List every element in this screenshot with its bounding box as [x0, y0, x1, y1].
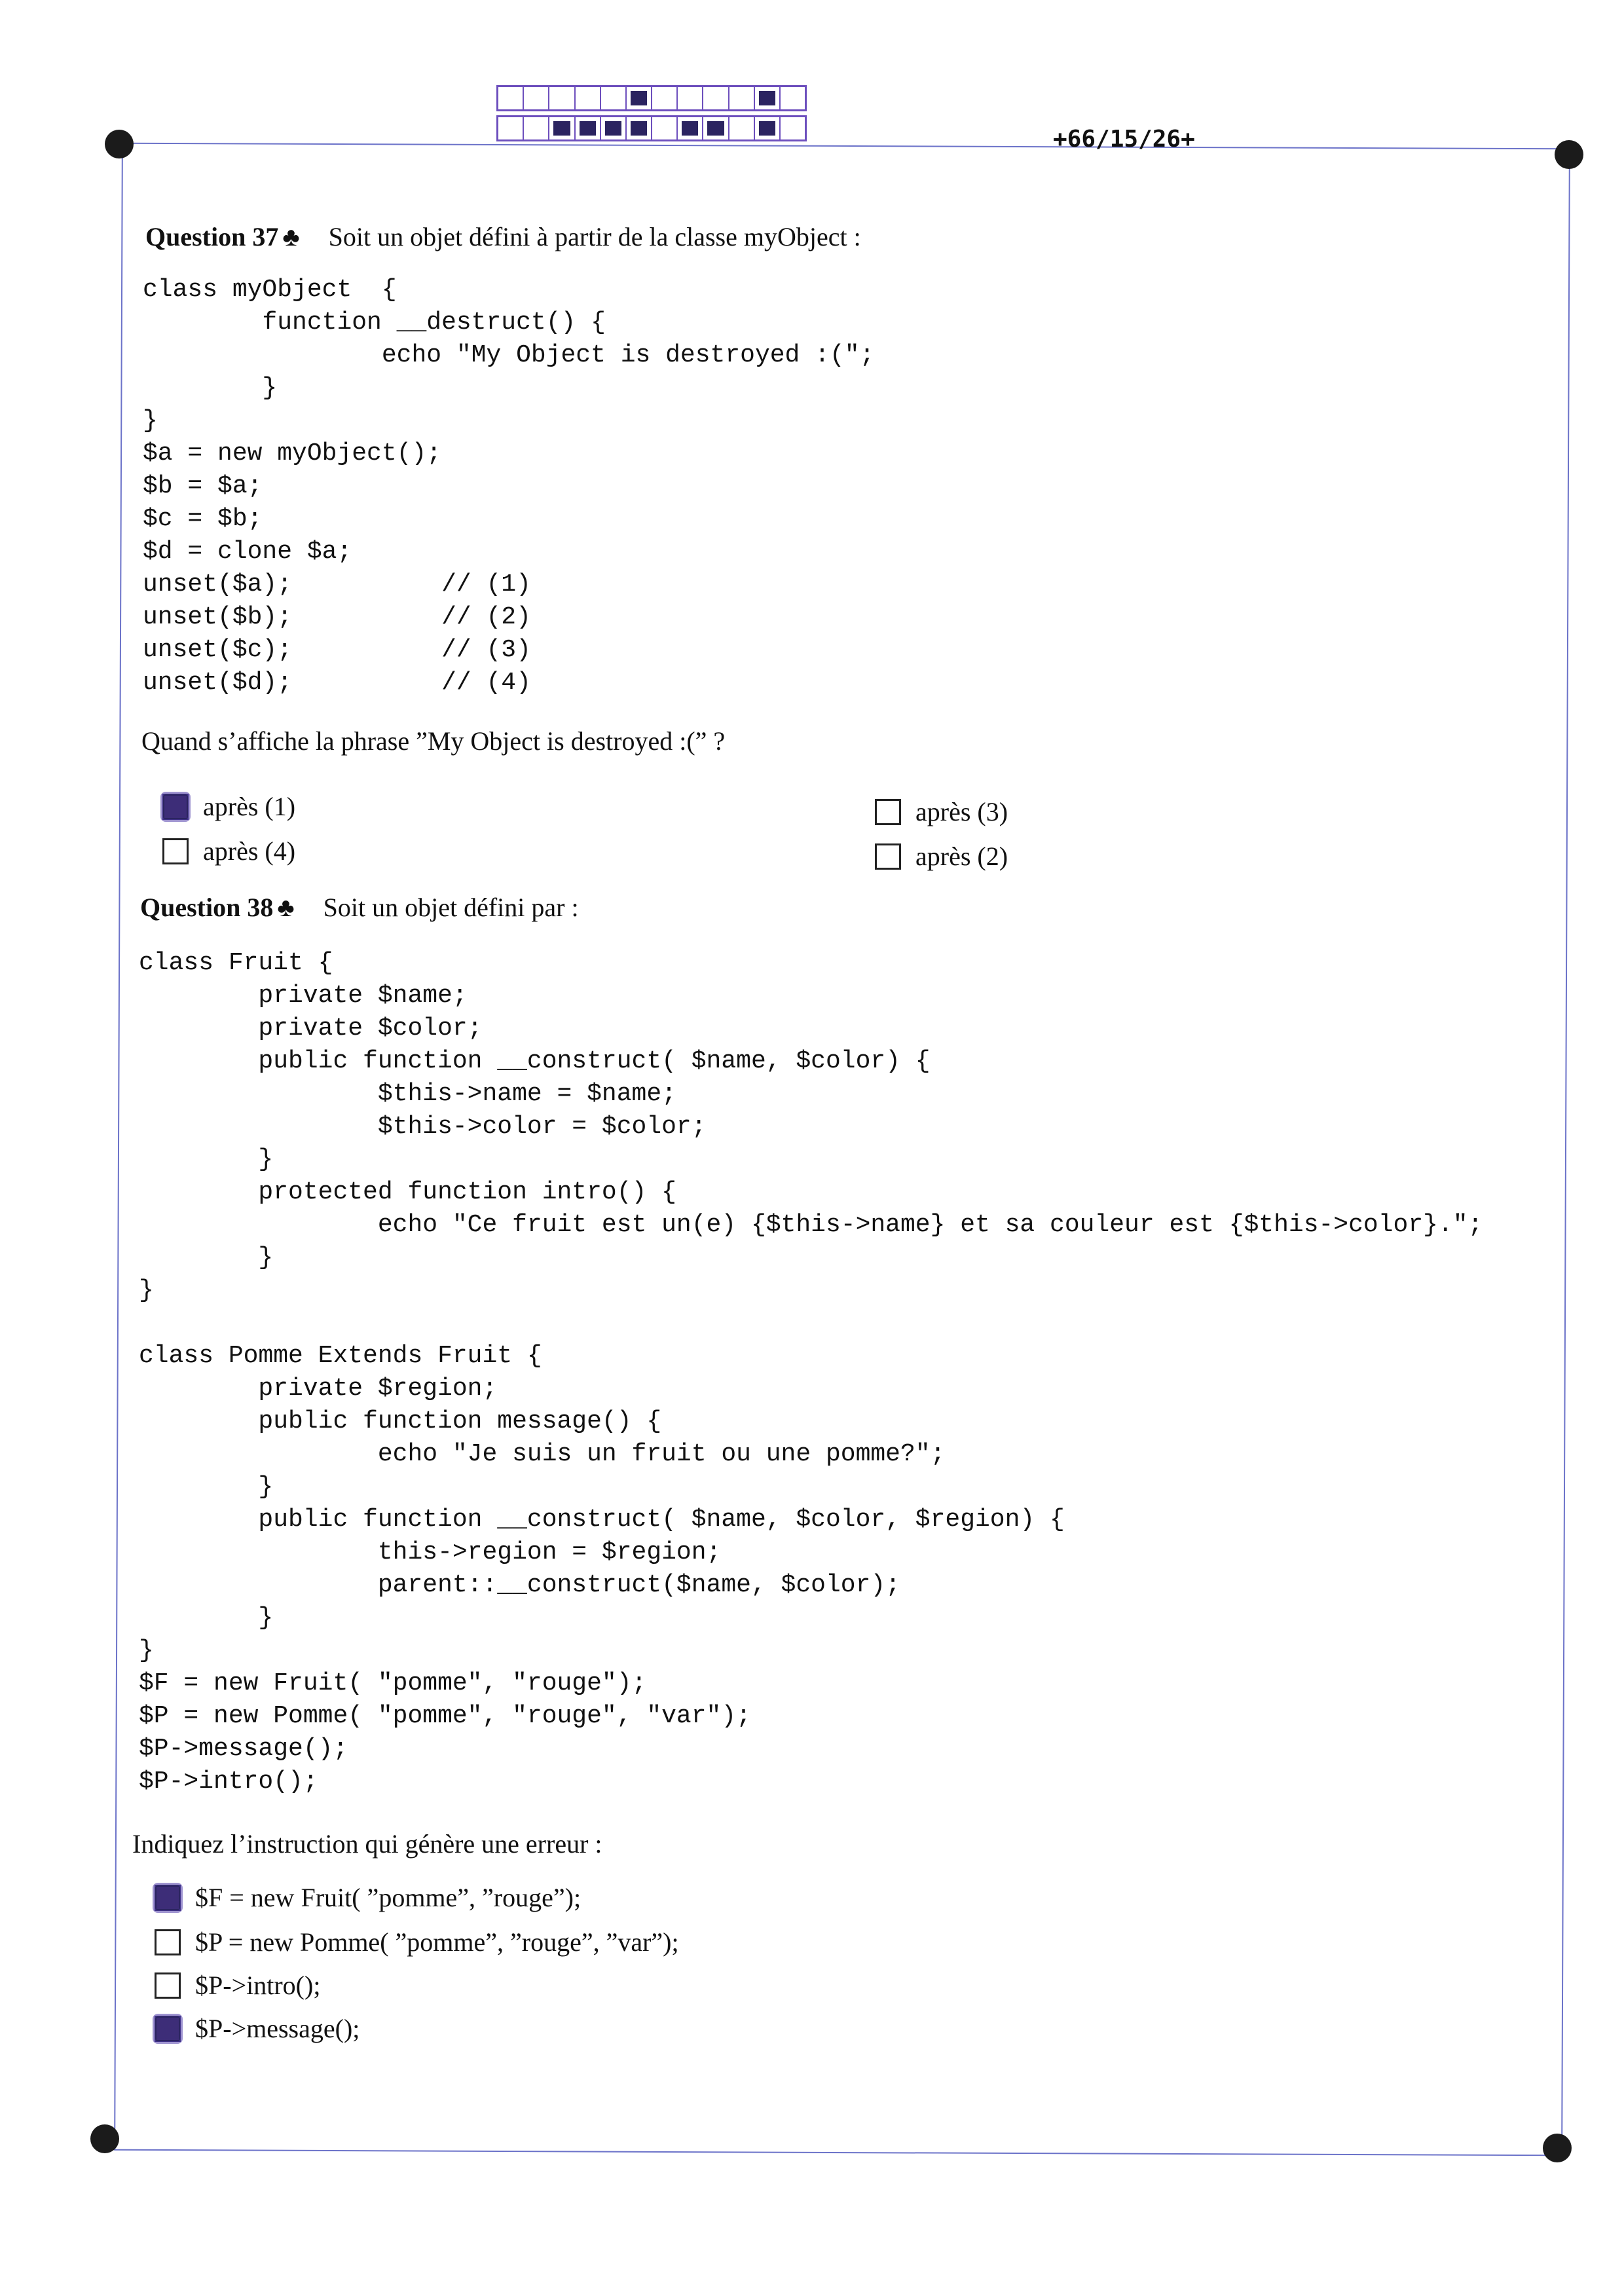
checkbox[interactable] [162, 794, 189, 820]
answer-label: $F = new Fruit( ”pomme”, ”rouge”); [195, 1883, 581, 1912]
checkbox[interactable] [155, 1929, 181, 1955]
checkbox[interactable] [155, 1972, 181, 1999]
student-id-code [496, 85, 807, 145]
checkbox[interactable] [875, 843, 901, 870]
answer-label: après (3) [915, 797, 1008, 826]
question-38-title [140, 892, 579, 923]
answer-38-2[interactable] [155, 1927, 679, 1957]
question-37-title [145, 221, 861, 252]
id-code-cell [729, 87, 755, 109]
answer-label: après (4) [203, 836, 296, 866]
answer-38-3[interactable] [155, 1970, 320, 2001]
corner-mark-bottom-right [1543, 2134, 1572, 2162]
checkbox[interactable] [155, 1885, 181, 1911]
id-code-cell [627, 117, 652, 139]
id-code-cell [755, 117, 781, 139]
id-code-cell [729, 117, 755, 139]
corner-mark-top-right [1555, 140, 1583, 169]
answer-label: après (2) [915, 842, 1008, 871]
answer-38-1[interactable] [155, 1882, 581, 1913]
id-code-cell [549, 87, 575, 109]
answer-37-4[interactable] [875, 841, 1008, 872]
id-code-cell [652, 87, 678, 109]
answer-label: après (1) [203, 792, 296, 821]
id-code-cell [524, 87, 549, 109]
checkbox[interactable] [155, 2016, 181, 2042]
id-code-cell [678, 87, 703, 109]
checkbox[interactable] [162, 838, 189, 864]
id-code-cell [781, 117, 805, 139]
question-intro: Soit un objet défini par : [323, 893, 579, 922]
id-code-cell [652, 117, 678, 139]
club-icon: ♣ [282, 222, 300, 251]
id-code-cell [703, 87, 729, 109]
question-38-prompt: Indiquez l’instruction qui génère une erreur : [132, 1829, 602, 1859]
id-code-cell [576, 117, 601, 139]
id-code-cell [627, 87, 652, 109]
question-37-prompt: Quand s’affiche la phrase ”My Object is destroyed :(” ? [141, 726, 726, 756]
id-code-cell [678, 117, 703, 139]
id-code-cell [781, 87, 805, 109]
id-code-cell [549, 117, 575, 139]
page-code: +66/15/26+ [1053, 126, 1195, 153]
answer-label: $P->intro(); [195, 1971, 321, 2000]
id-code-cell [755, 87, 781, 109]
id-code-cell [601, 87, 627, 109]
question-number: Question 38 [140, 893, 274, 922]
corner-mark-top-left [105, 130, 134, 158]
question-37-code: class myObject { function __destruct() { echo "My Object is destroyed :("; } } $a = new myObject(); $b = $a; $c = $b; $d = clone $a; unset($a); // (1) unset($b); // (2) unset($c); // (3) unset($d); // (4) [143, 276, 875, 697]
id-code-cell [601, 117, 627, 139]
id-code-cell [524, 117, 549, 139]
id-code-cell [703, 117, 729, 139]
checkbox[interactable] [875, 799, 901, 825]
answer-label: $P = new Pomme( ”pomme”, ”rouge”, ”var”); [195, 1927, 679, 1957]
id-code-cell [498, 87, 524, 109]
corner-mark-bottom-left [90, 2124, 119, 2153]
id-code-cell [576, 87, 601, 109]
question-38-code: class Fruit { private $name; private $color; public function __construct( $name, $color) { $this->name = $name; $this->color = $color; } protected function intro() { echo "Ce fruit est un(e) {$this->name} et sa couleur est {$this->color}."; } } class Pomme Extends Fruit { private $region; public function message() { echo "Je suis un fruit ou une pomme?"; } public function __construct( $name, $color, $region) { this->region = $region; parent::__construct($name, $color); } } $F = new Fruit( "pomme", "rouge"); $P = new Pomme( "pomme", "rouge", "var"); $P->message(); $P->intro(); [139, 949, 1483, 1796]
answer-37-3[interactable] [875, 796, 1008, 827]
id-code-row-2 [496, 115, 807, 141]
answer-label: $P->message(); [195, 2014, 360, 2043]
id-code-cell [498, 117, 524, 139]
question-number: Question 37 [145, 222, 279, 251]
club-icon: ♣ [277, 893, 295, 922]
answer-37-2[interactable] [162, 836, 295, 866]
answer-38-4[interactable] [155, 2013, 360, 2044]
id-code-row-1 [496, 85, 807, 111]
answer-37-1[interactable] [162, 791, 295, 822]
question-intro: Soit un objet défini à partir de la classe myObject : [328, 222, 861, 251]
